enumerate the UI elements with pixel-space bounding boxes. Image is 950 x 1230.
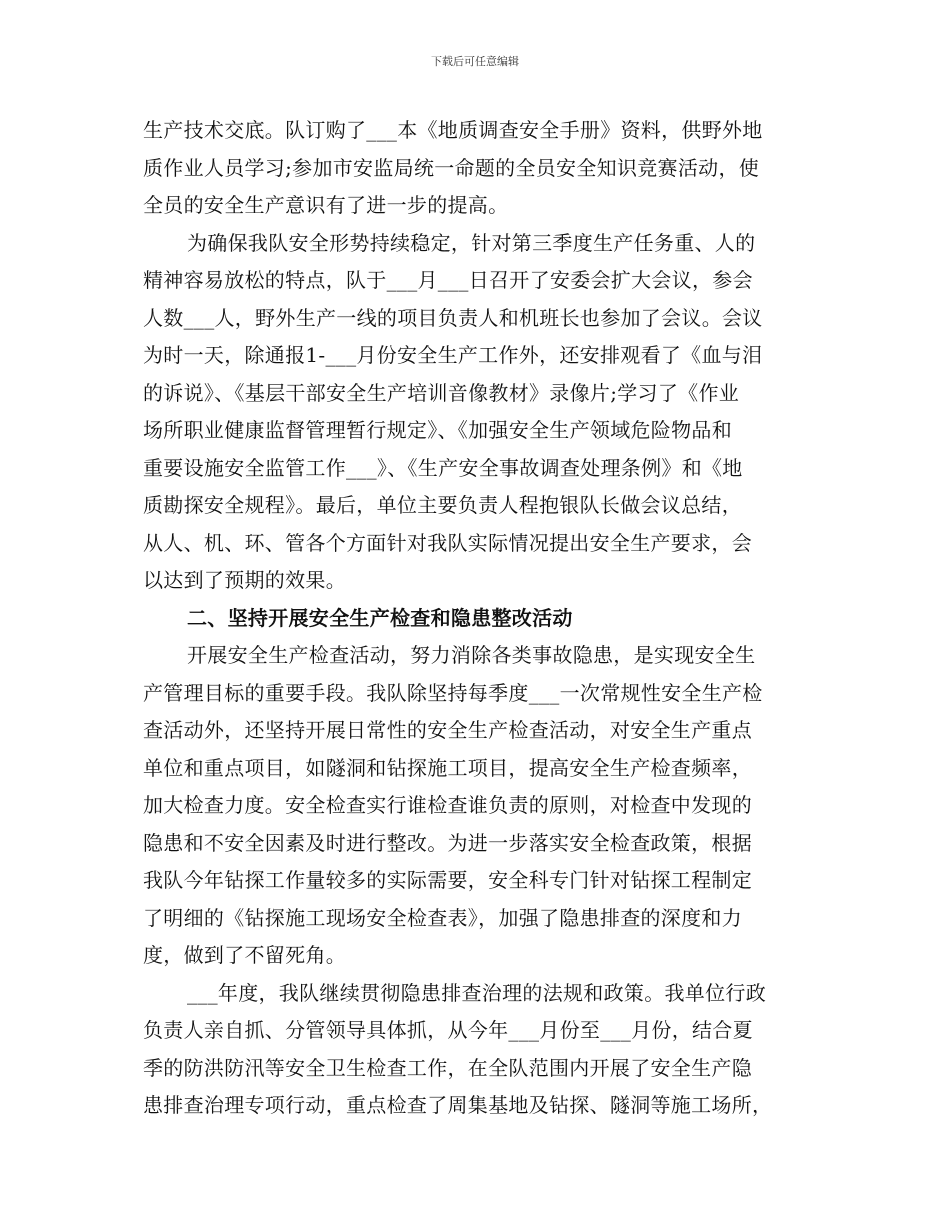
text-line: 我队今年钻探工作量较多的实际需要，安全科专门针对钻探工程制定 [143, 868, 752, 892]
text-line: 产管理目标的重要手段。我队除坚持每季度___一次常规性安全生产检 [143, 680, 763, 705]
text-line: 单位和重点项目，如隧洞和钻探施工项目，提高安全生产检查频率， [143, 755, 752, 780]
page-header: 下载后可任意编辑 [431, 55, 519, 68]
text-line: 查活动外，还坚持开展日常性的安全生产检查活动，对安全生产重点 [143, 718, 752, 742]
text-line: 了明细的《钻探施工现场安全检查表》，加强了隐患排查的深度和力 [143, 905, 742, 930]
text-line: ___年度，我队继续贯彻隐患排查治理的法规和政策。我单位行政 [187, 980, 766, 1005]
text-line: 为时一天，除通报1-___月份安全生产工作外，还安排观看了《血与泪 [143, 343, 763, 367]
text-line: 场所职业健康监督管理暂行规定》、《加强安全生产领域危险物品和 [143, 418, 732, 442]
text-line: 从人、机、环、管各个方面针对我队实际情况提出安全生产要求，会 [143, 530, 752, 555]
section-heading: 二、坚持开展安全生产检查和隐患整改活动 [187, 605, 573, 630]
text-line: 质勘探安全规程》。最后，单位主要负责人程抱银队长做会议总结， [143, 493, 742, 517]
text-line: 加大检查力度。安全检查实行谁检查谁负责的原则，对检查中发现的 [143, 793, 752, 817]
text-line: 季的防洪防汛等安全卫生检查工作，在全队范围内开展了安全生产隐 [143, 1055, 752, 1080]
text-line: 人数___人，野外生产一线的项目负责人和机班长也参加了会议。会议 [143, 305, 763, 330]
text-line: 隐患和不安全因素及时进行整改。为进一步落实安全检查政策，根据 [143, 830, 752, 855]
text-line: 质作业人员学习;参加市安监局统一命题的全员安全知识竞赛活动，使 [143, 155, 760, 180]
document-body [143, 112, 811, 1125]
text-line: 重要设施安全监管工作___》、《生产安全事故调查处理条例》和《地 [143, 455, 743, 480]
text-line: 负责人亲自抓、分管领导具体抓，从今年___月份至___月份，结合夏 [143, 1018, 753, 1042]
text-line: 患排查治理专项行动，重点检查了周集基地及钻探、隧洞等施工场所， [143, 1093, 773, 1117]
text-line: 的诉说》、《基层干部安全生产培训音像教材》录像片;学习了《作业 [143, 380, 740, 405]
text-line: 全员的安全生产意识有了进一步的提高。 [143, 193, 509, 217]
text-line: 以达到了预期的效果。 [143, 568, 346, 592]
text-line: 为确保我队安全形势持续稳定，针对第三季度生产任务重、人的 [187, 230, 756, 255]
text-line: 度，做到了不留死角。 [143, 943, 346, 967]
text-line: 生产技术交底。队订购了___本《地质调查安全手册》资料，供野外地 [143, 118, 763, 142]
text-line: 精神容易放松的特点，队于___月___日召开了安委会扩大会议，参会 [143, 268, 753, 292]
text-line: 开展安全生产检查活动，努力消除各类事故隐患，是实现安全生 [187, 643, 756, 667]
